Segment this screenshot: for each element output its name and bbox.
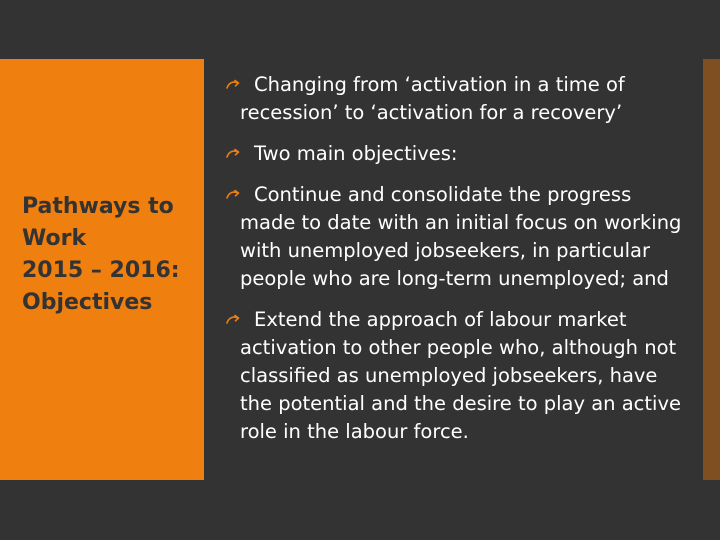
bullet-item [226,140,688,168]
accent-strip [703,59,720,480]
bullet-item [226,306,688,446]
bullet-item [226,181,688,293]
slide-title-line: Objectives [22,290,153,315]
bullet-text: Two main objectives: [254,142,458,165]
bullet-text: Changing from ‘activation in a time of recession’ to ‘activation for a recovery’ [240,73,625,124]
arrow-bullet-icon [226,79,240,91]
slide-title-line: Pathways to [22,194,174,219]
slide-title-line: Work [22,226,87,251]
arrow-bullet-icon [226,189,240,201]
bullet-text: Continue and consolidate the progress made to date with an initial focus on working with unemployed jobseekers, in particular people who are long-term unemployed; and [240,183,682,290]
bullet-item [226,71,688,127]
arrow-bullet-icon [226,148,240,160]
arrow-bullet-icon [226,314,240,326]
bullet-list [226,71,688,446]
slide-title [22,191,202,319]
slide-title-line: 2015 – 2016: [22,258,180,283]
bullet-text: Extend the approach of labour market activation to other people who, although not classified as unemployed jobseekers, have the potential and the desire to play an active role in the labour force. [240,308,681,443]
